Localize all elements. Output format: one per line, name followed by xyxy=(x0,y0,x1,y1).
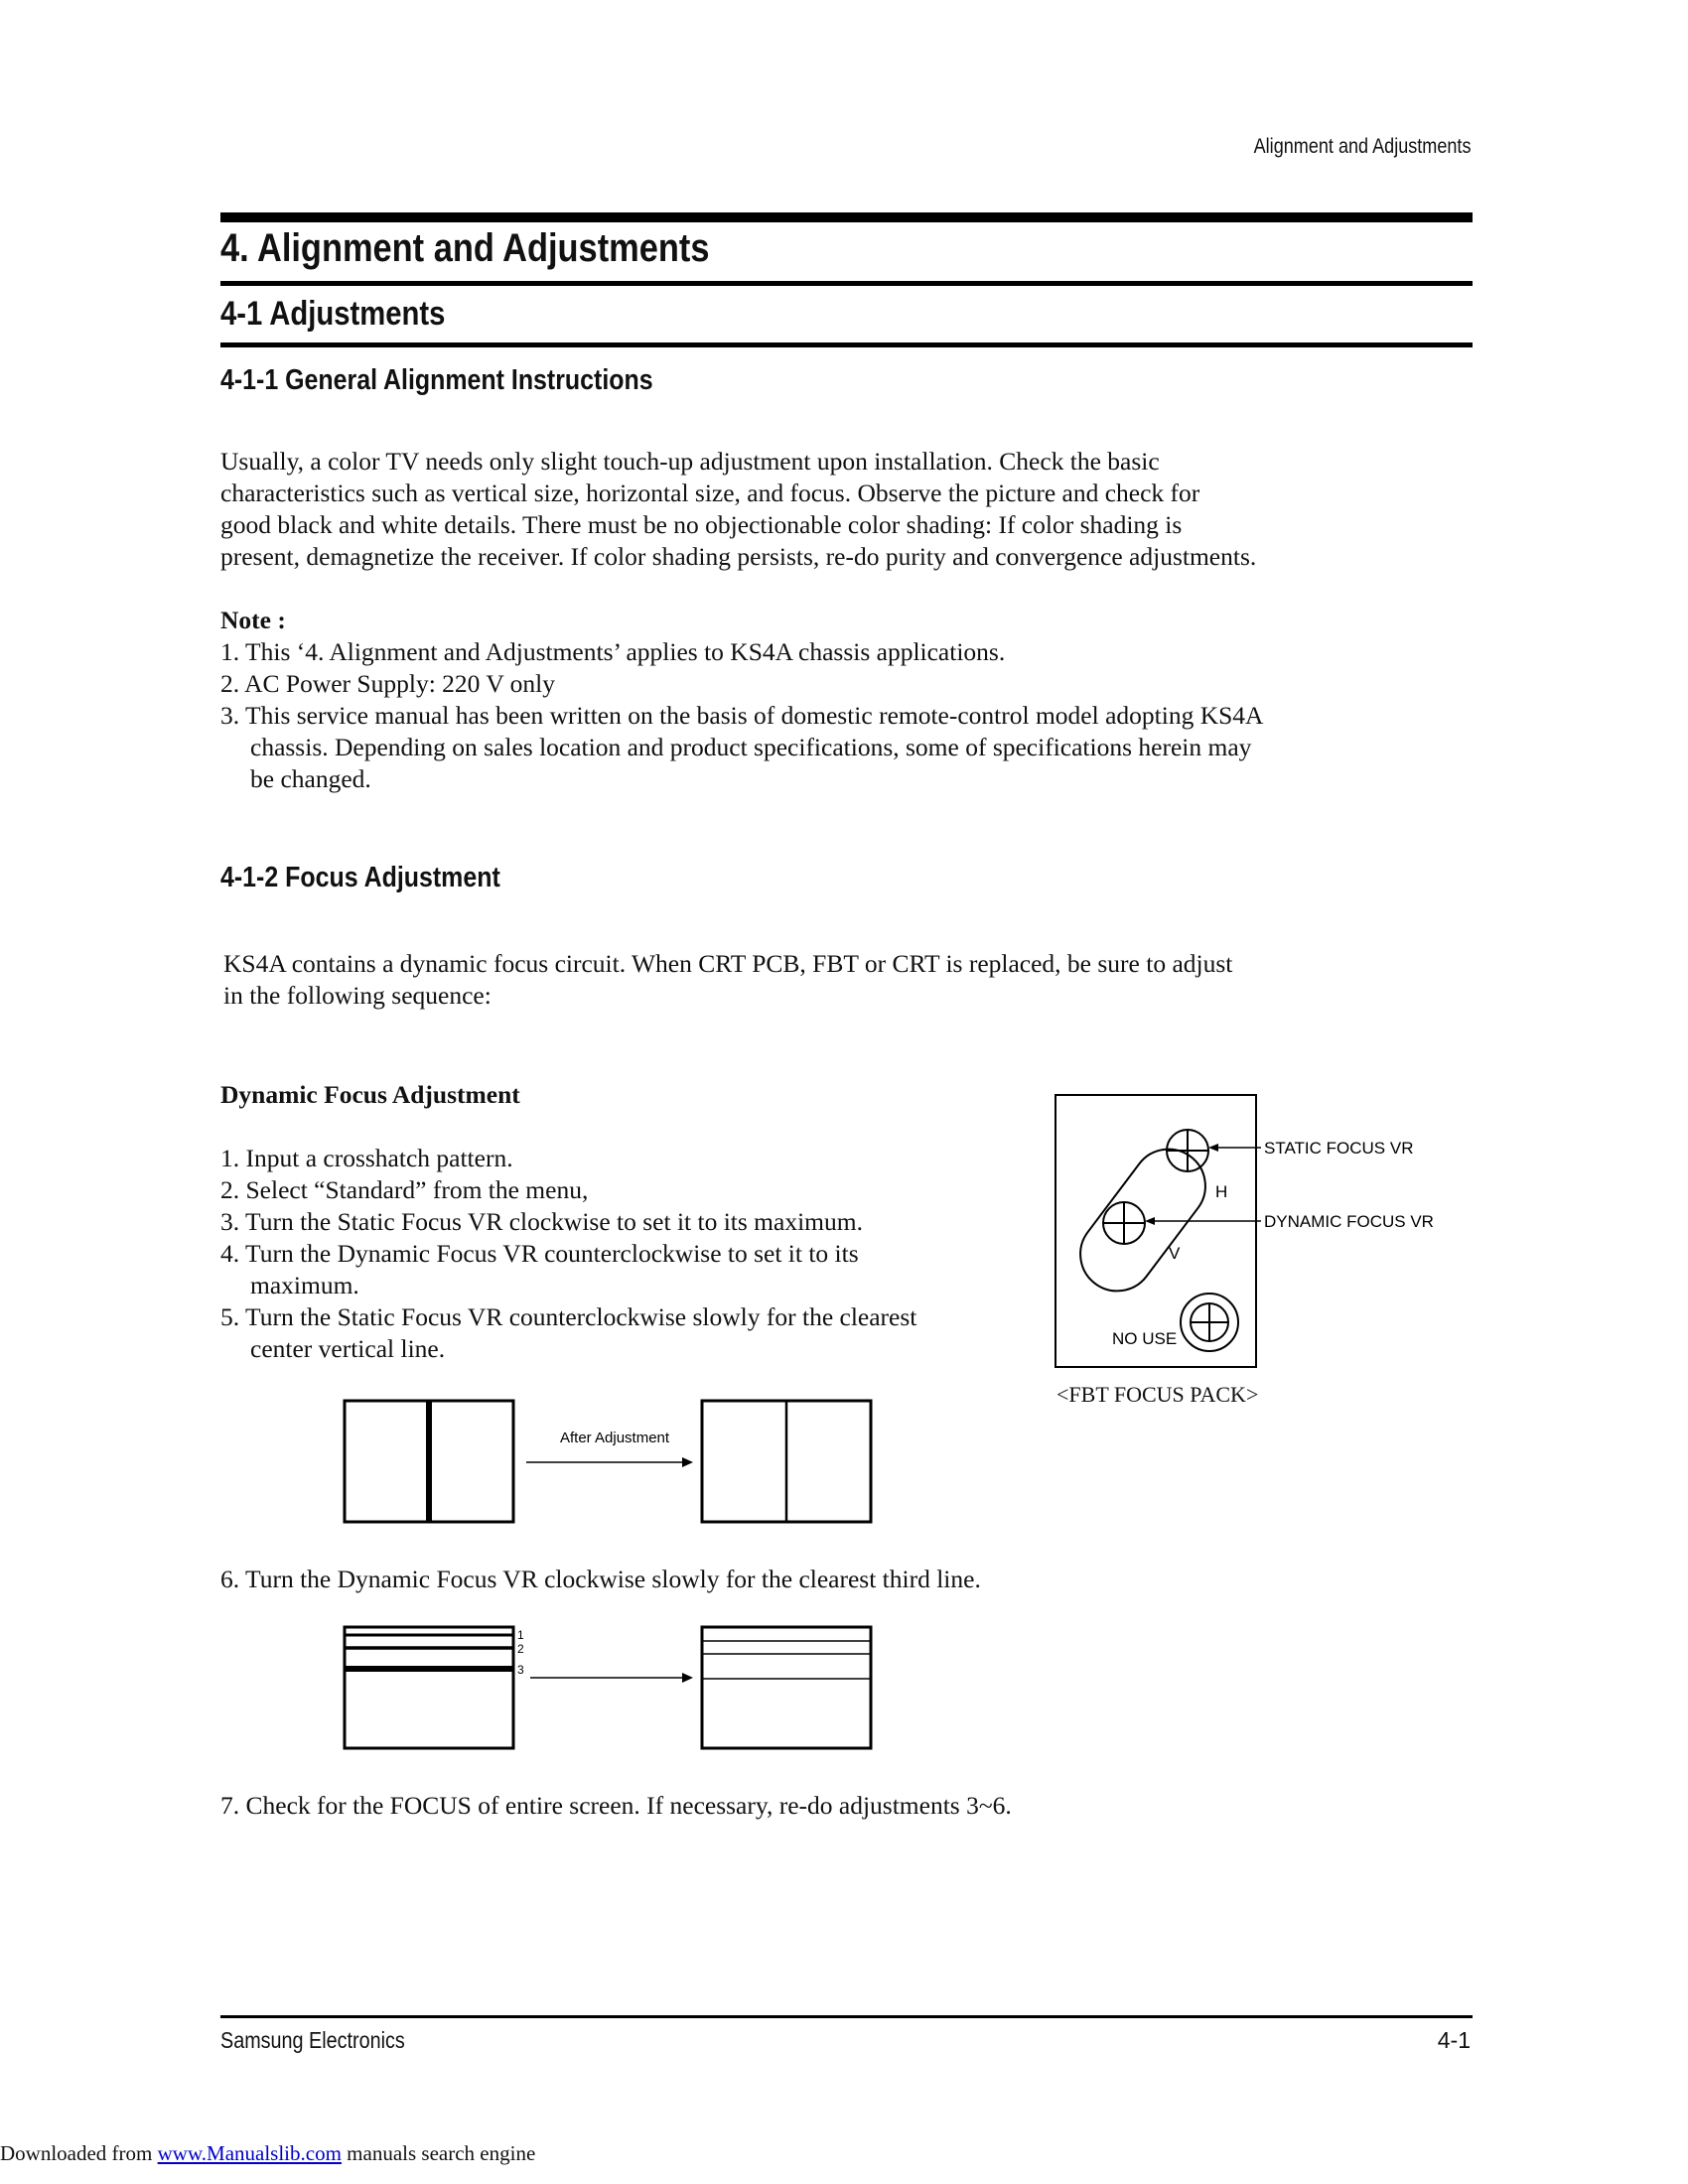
note-item: 3. This service manual has been written on the basis of domestic remote-control model adopting KS4A xyxy=(220,701,1264,730)
title-rule-bottom xyxy=(220,342,1473,347)
step-item: 4. Turn the Dynamic Focus VR counterclockwise to set it to its xyxy=(220,1239,859,1268)
h-label: H xyxy=(1215,1182,1228,1201)
dynamic-focus-title: Dynamic Focus Adjustment xyxy=(220,1080,520,1109)
step-item: 1. Input a crosshatch pattern. xyxy=(220,1144,513,1172)
line-label-1: 1 xyxy=(517,1628,524,1642)
note-item: 1. This ‘4. Alignment and Adjustments’ applies to KS4A chassis applications. xyxy=(220,637,1006,666)
line-label-2: 2 xyxy=(517,1642,524,1656)
focus-intro xyxy=(223,948,1232,1012)
step-item: 2. Select “Standard” from the menu, xyxy=(220,1175,589,1204)
focus-adjustment-title: 4-1-2 Focus Adjustment xyxy=(220,862,500,893)
intro-line: in the following sequence: xyxy=(223,981,492,1010)
paragraph-line: good black and white details. There must be no objectionable color shading: If color shading is xyxy=(220,510,1183,539)
before-screen xyxy=(345,1627,513,1748)
general-paragraph xyxy=(220,446,1256,573)
static-focus-knob-icon xyxy=(1167,1130,1208,1171)
download-notice xyxy=(0,2141,535,2166)
steps-list xyxy=(220,1143,916,1365)
v-label: V xyxy=(1169,1244,1181,1263)
manualslib-link[interactable]: www.Manualslib.com xyxy=(157,2141,342,2165)
paragraph-line: present, demagnetize the receiver. If color shading persists, re-do purity and convergence adjustments. xyxy=(220,542,1257,571)
chapter-title: 4. Alignment and Adjustments xyxy=(220,226,710,270)
horizontal-line-diagram xyxy=(342,1624,878,1753)
dynamic-focus-arrowhead xyxy=(1145,1217,1155,1225)
intro-line: KS4A contains a dynamic focus circuit. When CRT PCB, FBT or CRT is replaced, be sure to adjust xyxy=(223,949,1233,978)
footer-rule xyxy=(220,2015,1473,2018)
footer-company: Samsung Electronics xyxy=(220,2027,405,2053)
line-label-3: 3 xyxy=(517,1663,524,1677)
static-focus-arrowhead xyxy=(1208,1144,1218,1152)
step-7: 7. Check for the FOCUS of entire screen. If necessary, re-do adjustments 3~6. xyxy=(220,1791,1012,1820)
paragraph-line: characteristics such as vertical size, horizontal size, and focus. Observe the picture and check for xyxy=(220,478,1200,507)
step-item-continued: maximum. xyxy=(250,1271,359,1299)
adjustment-arrowhead xyxy=(682,1457,693,1467)
dynamic-focus-label: DYNAMIC FOCUS VR xyxy=(1264,1212,1434,1231)
page-number: 4-1 xyxy=(1437,2027,1471,2053)
note-label: Note : xyxy=(220,606,286,634)
step-item: 3. Turn the Static Focus VR clockwise to set it to its maximum. xyxy=(220,1207,863,1236)
general-alignment-title: 4-1-1 General Alignment Instructions xyxy=(220,364,653,396)
vertical-line-diagram xyxy=(342,1398,878,1527)
title-rule-middle xyxy=(220,281,1473,286)
note-item-continued: chassis. Depending on sales location and product specifications, some of specifications herein may xyxy=(250,733,1252,761)
fbt-slot-shape xyxy=(1065,1135,1219,1305)
note-item-continued: be changed. xyxy=(250,764,371,793)
step-item-continued: center vertical line. xyxy=(250,1334,446,1363)
after-screen xyxy=(702,1627,871,1748)
no-use-knob-icon xyxy=(1181,1294,1238,1351)
download-suffix: manuals search engine xyxy=(341,2141,536,2165)
fbt-caption: <FBT FOCUS PACK> xyxy=(1056,1382,1259,1407)
fbt-focus-pack-diagram xyxy=(1053,1092,1450,1380)
section-title: 4-1 Adjustments xyxy=(220,295,446,333)
no-use-label: NO USE xyxy=(1112,1329,1178,1348)
download-prefix: Downloaded from xyxy=(0,2141,158,2165)
paragraph-line: Usually, a color TV needs only slight touch-up adjustment upon installation. Check the basic xyxy=(220,447,1160,476)
fbt-outline xyxy=(1055,1095,1256,1367)
title-rule-top xyxy=(220,212,1473,222)
after-adjustment-label: After Adjustment xyxy=(560,1430,670,1446)
note-list xyxy=(220,636,1263,795)
step-6: 6. Turn the Dynamic Focus VR clockwise slowly for the clearest third line. xyxy=(220,1565,981,1593)
running-header: Alignment and Adjustments xyxy=(1253,135,1471,158)
step-item: 5. Turn the Static Focus VR counterclockwise slowly for the clearest xyxy=(220,1302,917,1331)
static-focus-label: STATIC FOCUS VR xyxy=(1264,1139,1414,1158)
dynamic-focus-knob-icon xyxy=(1103,1202,1145,1244)
adjustment-arrowhead xyxy=(682,1673,693,1683)
note-item: 2. AC Power Supply: 220 V only xyxy=(220,669,555,698)
